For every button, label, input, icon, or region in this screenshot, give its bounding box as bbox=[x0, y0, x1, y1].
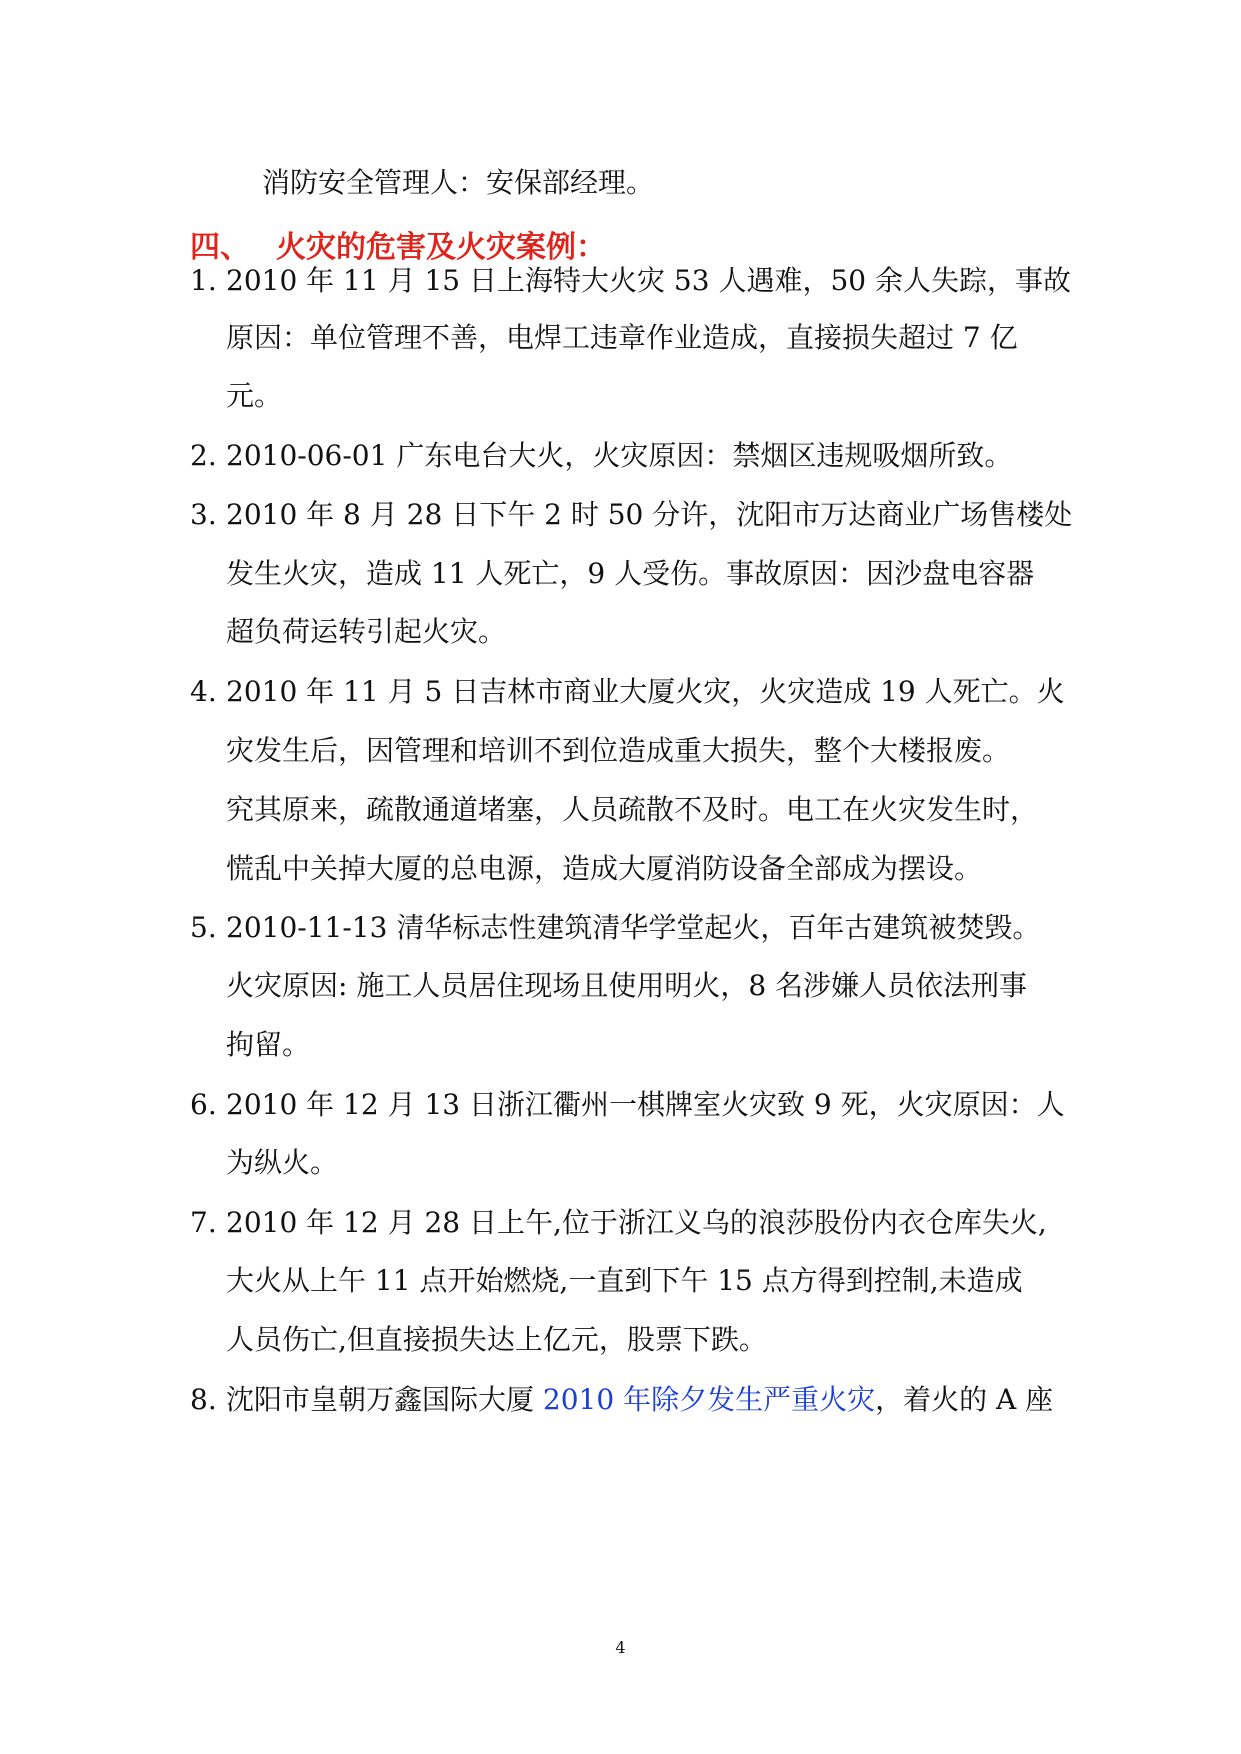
list-item-number: 1. bbox=[190, 264, 217, 297]
item8-text-before: 沈阳市皇朝万鑫国际大厦 bbox=[226, 1383, 543, 1416]
list-item-line: 元。 bbox=[226, 379, 283, 412]
list-item-line: 原因：单位管理不善，电焊工违章作业造成，直接损失超过 7 亿 bbox=[226, 321, 1018, 354]
list-item-line: 2010 年 12 月 28 日上午,位于浙江义乌的浪莎股份内衣仓库失火, bbox=[226, 1206, 1047, 1239]
list-item-line: 慌乱中关掉大厦的总电源，造成大厦消防设备全部成为摆设。 bbox=[226, 852, 983, 885]
list-item-line: 灾发生后，因管理和培训不到位造成重大损失，整个大楼报废。 bbox=[226, 734, 1011, 767]
list-item-line bbox=[226, 1380, 1054, 1420]
list-item-number: 8. bbox=[190, 1383, 217, 1416]
list-item-line: 拘留。 bbox=[226, 1028, 311, 1061]
list-item-line: 人员伤亡,但直接损失达上亿元，股票下跌。 bbox=[226, 1323, 767, 1356]
list-item-number: 4. bbox=[190, 675, 217, 708]
list-item-line: 2010 年 8 月 28 日下午 2 时 50 分许，沈阳市万达商业广场售楼处 bbox=[226, 498, 1073, 531]
list-item-line: 为纵火。 bbox=[226, 1146, 339, 1179]
list-item-line: 究其原来，疏散通道堵塞，人员疏散不及时。电工在火灾发生时， bbox=[226, 793, 1039, 826]
list-item-line: 大火从上午 11 点开始燃烧,一直到下午 15 点方得到控制,未造成 bbox=[226, 1264, 1023, 1297]
intro-line: 消防安全管理人：安保部经理。 bbox=[262, 166, 655, 199]
list-item-line: 2010 年 11 月 5 日吉林市商业大厦火灾，火灾造成 19 人死亡。火 bbox=[226, 675, 1065, 708]
list-item-number: 7. bbox=[190, 1206, 217, 1239]
item8-link[interactable]: 2010 年除夕发生严重火灾 bbox=[542, 1383, 876, 1416]
section-title: 火灾的危害及火灾案例： bbox=[276, 230, 606, 265]
list-item-line: 2010-11-13 清华标志性建筑清华学堂起火，百年古建筑被焚毁。 bbox=[226, 911, 1041, 944]
list-item-line: 超负荷运转引起火灾。 bbox=[226, 615, 507, 648]
list-item-line: 2010 年 12 月 13 日浙江衢州一棋牌室火灾致 9 死，火灾原因：人 bbox=[226, 1088, 1065, 1121]
list-item-number: 6. bbox=[190, 1088, 217, 1121]
list-item-number: 5. bbox=[190, 911, 217, 944]
list-item-line: 发生火灾，造成 11 人死亡，9 人受伤。事故原因：因沙盘电容器 bbox=[226, 557, 1035, 590]
page-number: 4 bbox=[615, 1638, 626, 1657]
list-item-line: 2010 年 11 月 15 日上海特大火灾 53 人遇难，50 余人失踪，事故 bbox=[226, 264, 1071, 297]
item8-text-after: ，着火的 A 座 bbox=[875, 1383, 1054, 1416]
list-item-line: 火灾原因: 施工人员居住现场且使用明火，8 名涉嫌人员依法刑事 bbox=[226, 969, 1028, 1002]
section-number: 四、 bbox=[190, 230, 250, 265]
list-item-number: 3. bbox=[190, 498, 217, 531]
list-item-number: 2. bbox=[190, 439, 217, 472]
list-item-line: 2010-06-01 广东电台大火，火灾原因：禁烟区违规吸烟所致。 bbox=[226, 439, 1013, 472]
